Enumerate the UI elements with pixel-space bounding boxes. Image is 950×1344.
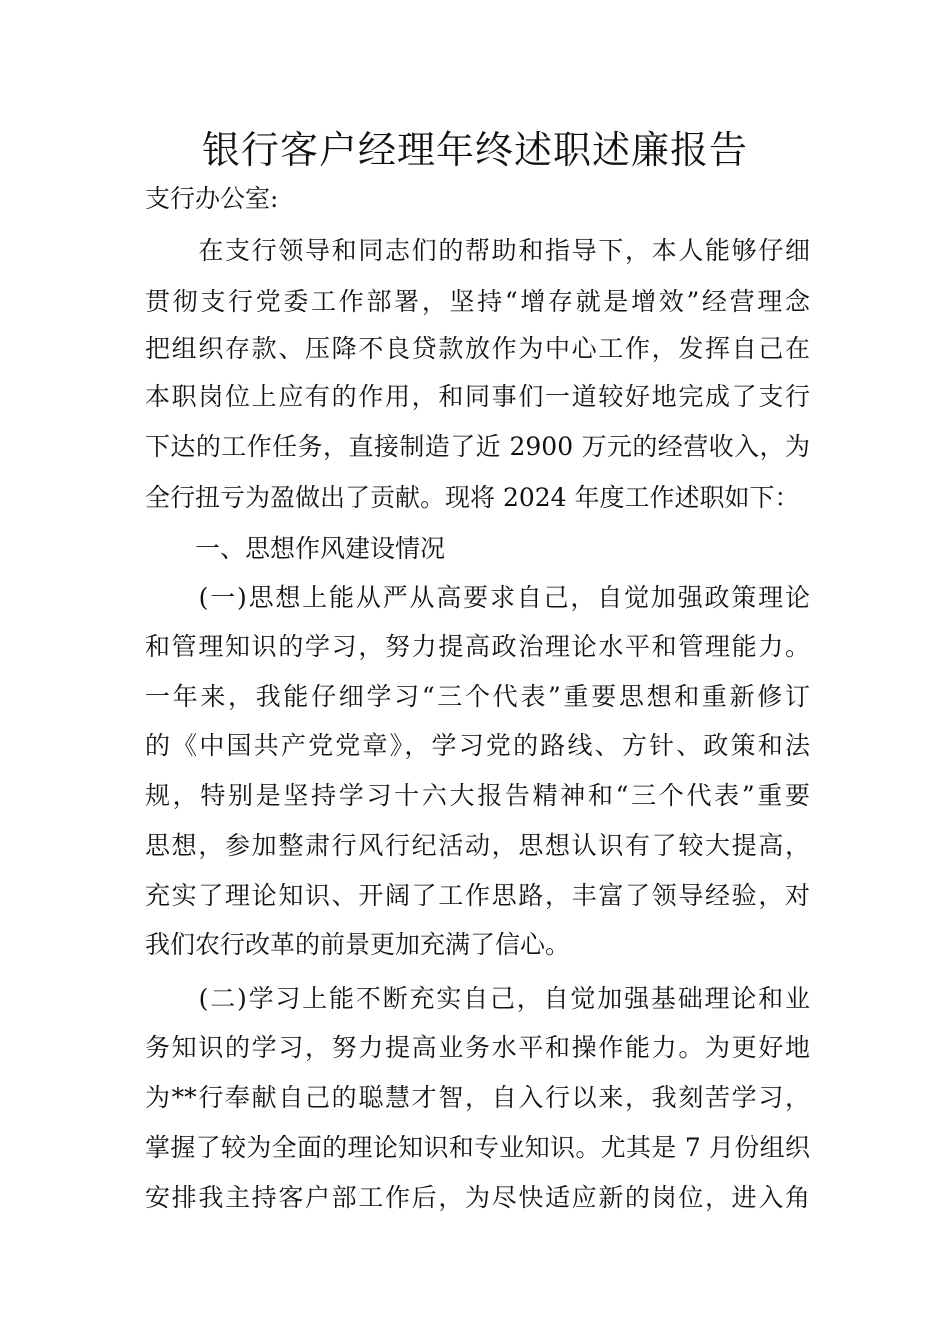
body-line: 务知识的学习，努力提高业务水平和操作能力。为更好地 bbox=[145, 1033, 810, 1062]
body-line: 安排我主持客户部工作后，为尽快适应新的岗位，进入角 bbox=[145, 1183, 810, 1212]
body-line: (二)学习上能不断充实自己，自觉加强基础理论和业 bbox=[145, 984, 810, 1013]
body-line: 掌握了较为全面的理论知识和专业知识。尤其是 7 月份组织 bbox=[145, 1133, 810, 1162]
body-line: (一)思想上能从严从高要求自己，自觉加强政策理论 bbox=[145, 583, 810, 612]
body-line: 充实了理论知识、开阔了工作思路，丰富了领导经验，对 bbox=[145, 881, 810, 910]
body-line: 本职岗位上应有的作用，和同事们一道较好地完成了支行 bbox=[145, 382, 810, 411]
body-line: 我们农行改革的前景更加充满了信心。 bbox=[145, 930, 571, 959]
body-line: 在支行领导和同志们的帮助和指导下，本人能够仔细 bbox=[145, 236, 810, 265]
body-line: 全行扭亏为盈做出了贡献。现将 2024 年度工作述职如下： bbox=[145, 483, 800, 512]
salutation-line: 支行办公室: bbox=[145, 184, 279, 213]
body-line: 规，特别是坚持学习十六大报告精神和“三个代表”重要 bbox=[145, 781, 810, 810]
body-line: 为**行奉献自己的聪慧才智，自入行以来，我刻苦学习， bbox=[145, 1083, 810, 1112]
body-line: 的《中国共产党党章》，学习党的路线、方针、政策和法 bbox=[145, 731, 810, 760]
section-heading: 一、思想作风建设情况 bbox=[145, 534, 446, 563]
body-line: 一年来，我能仔细学习“三个代表”重要思想和重新修订 bbox=[145, 682, 810, 711]
body-line: 贯彻支行党委工作部署，坚持“增存就是增效”经营理念 bbox=[145, 287, 810, 316]
body-line: 思想，参加整肃行风行纪活动，思想认识有了较大提高， bbox=[145, 831, 810, 860]
body-line: 和管理知识的学习，努力提高政治理论水平和管理能力。 bbox=[145, 632, 810, 661]
body-line: 把组织存款、压降不良贷款放作为中心工作，发挥自己在 bbox=[145, 334, 810, 363]
body-line: 下达的工作任务，直接制造了近 2900 万元的经营收入，为 bbox=[145, 432, 810, 461]
document-title: 银行客户经理年终述职述廉报告 bbox=[201, 128, 748, 172]
